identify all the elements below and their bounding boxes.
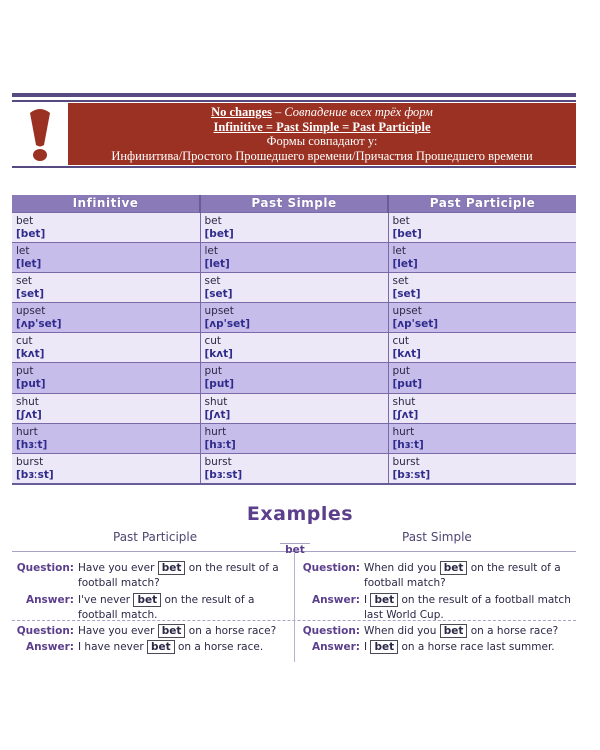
answer-text <box>78 640 290 655</box>
highlighted-verb: bet <box>147 640 175 654</box>
cell-past-participle <box>388 393 576 423</box>
table-header-row <box>12 195 576 212</box>
question-text-before: When did you <box>364 625 440 637</box>
answer-text <box>364 640 578 655</box>
answer-text <box>364 593 578 622</box>
cell-past-participle <box>388 363 576 393</box>
question-label: Question: <box>16 562 74 574</box>
verb-transcription: [let] <box>16 257 42 270</box>
top-rule-thin <box>12 100 576 102</box>
cell-past-simple <box>200 242 388 272</box>
verb-word: put <box>204 365 222 378</box>
highlighted-verb: bet <box>440 561 468 575</box>
answer-text-after: on the result of a football match. <box>78 594 255 621</box>
verb-transcription: [set] <box>392 287 421 300</box>
header-past-simple: Past Simple <box>200 195 388 212</box>
highlighted-verb: bet <box>440 624 468 638</box>
verb-word: burst <box>392 456 420 468</box>
forms-list-line: Инфинитива/Простого Прошедшего времени/Причастия Прошедшего времени <box>111 148 533 163</box>
forms-match-line: Формы совпадают у: <box>266 134 378 148</box>
cell-past-participle <box>388 242 576 272</box>
verb-word: let <box>16 244 30 257</box>
verb-transcription: [ʃʌt] <box>392 408 419 421</box>
header-infinitive: Infinitive <box>12 195 200 212</box>
cell-infinitive <box>12 423 200 453</box>
question-label: Question: <box>302 625 360 637</box>
verb-transcription: [bet] <box>392 227 422 240</box>
verb-transcription: [ʌp'set] <box>392 318 439 331</box>
verb-transcription: [bet] <box>204 227 234 240</box>
cell-infinitive <box>12 363 200 393</box>
answer-text <box>78 593 290 622</box>
exclamation-icon <box>26 107 54 163</box>
verb-transcription: [kʌt] <box>16 348 45 361</box>
cell-past-simple <box>200 393 388 423</box>
table-row <box>12 272 576 302</box>
verb-word: set <box>392 274 409 287</box>
verb-transcription: [put] <box>16 378 46 391</box>
verb-transcription: [bet] <box>16 227 46 240</box>
question-text-before: Have you ever <box>78 625 158 637</box>
col-head-past-participle: Past Participle <box>113 530 198 544</box>
verb-forms-table <box>12 195 576 485</box>
verb-transcription: [put] <box>392 378 423 391</box>
verb-transcription: [let] <box>204 257 230 270</box>
verb-word: let <box>204 244 218 257</box>
table-row <box>12 333 576 363</box>
question-text-before: When did you <box>364 562 440 574</box>
cell-past-simple <box>200 454 388 484</box>
cell-past-participle <box>388 303 576 333</box>
verb-word: upset <box>204 305 234 318</box>
verb-word: cut <box>16 335 33 348</box>
verb-word: upset <box>392 305 422 318</box>
divider-verb-label: bet <box>280 543 310 544</box>
verb-word: put <box>16 365 34 378</box>
verb-word: upset <box>16 305 46 318</box>
verb-word: put <box>392 365 410 378</box>
table-row <box>12 303 576 333</box>
verb-transcription: [set] <box>16 287 44 300</box>
verb-word: cut <box>204 335 222 348</box>
question-text-after: on a horse race? <box>467 625 559 637</box>
question-text <box>364 561 578 590</box>
verb-word: bet <box>392 214 410 227</box>
verb-transcription: [ʌp'set] <box>16 318 62 331</box>
column-divider <box>294 552 295 662</box>
highlighted-verb: bet <box>158 561 186 575</box>
verb-word: hurt <box>16 425 38 438</box>
verb-transcription: [ʃʌt] <box>16 408 42 421</box>
verb-transcription: [put] <box>204 378 235 391</box>
no-changes-desc: – Совпадение всех трёх форм <box>271 105 433 119</box>
table-row <box>12 454 576 484</box>
notice-text-block <box>68 103 576 165</box>
verb-word: shut <box>392 395 416 408</box>
notice-line-1 <box>68 105 576 120</box>
verb-word: set <box>16 274 33 287</box>
cell-infinitive <box>12 393 200 423</box>
cell-past-simple <box>200 303 388 333</box>
verb-word: hurt <box>204 425 227 438</box>
cell-past-simple <box>200 333 388 363</box>
verb-transcription: [ʃʌt] <box>204 408 231 421</box>
col-head-past-simple: Past Simple <box>402 530 472 544</box>
verb-word: bet <box>16 214 34 227</box>
cell-infinitive <box>12 242 200 272</box>
question-label: Question: <box>16 625 74 637</box>
cell-past-simple <box>200 272 388 302</box>
verb-word: bet <box>204 214 222 227</box>
verb-transcription: [hɜːt] <box>204 438 236 451</box>
verb-transcription: [hɜːt] <box>392 438 424 451</box>
answer-label: Answer: <box>311 641 360 653</box>
cell-past-participle <box>388 423 576 453</box>
table-row <box>12 363 576 393</box>
cell-infinitive <box>12 212 200 242</box>
table-row <box>12 423 576 453</box>
cell-infinitive <box>12 454 200 484</box>
examples-title: Examples <box>246 503 354 525</box>
verb-transcription: [kʌt] <box>392 348 421 361</box>
formula-line: Infinitive = Past Simple = Past Participle <box>213 119 431 134</box>
highlighted-verb: bet <box>133 593 161 607</box>
cell-infinitive <box>12 333 200 363</box>
verb-word: shut <box>16 395 39 408</box>
verb-word: set <box>204 274 221 287</box>
cell-infinitive <box>12 272 200 302</box>
highlighted-verb: bet <box>370 593 398 607</box>
verb-word: cut <box>392 335 410 348</box>
question-text <box>78 561 290 590</box>
verb-transcription: [ʌp'set] <box>204 318 251 331</box>
verb-word: shut <box>204 395 228 408</box>
verb-transcription: [bɜːst] <box>16 469 54 481</box>
cell-past-participle <box>388 212 576 242</box>
highlighted-verb: bet <box>370 640 398 654</box>
answer-text-before: I have never <box>78 641 147 653</box>
no-changes-label: No changes <box>211 105 272 119</box>
answer-text-after: on a horse race last summer. <box>398 641 555 653</box>
cell-past-participle <box>388 272 576 302</box>
verb-word: burst <box>204 456 232 468</box>
notice-banner <box>12 103 576 165</box>
verb-word: hurt <box>392 425 415 438</box>
cell-infinitive <box>12 303 200 333</box>
banner-bottom-rule <box>12 166 576 168</box>
verb-transcription: [kʌt] <box>204 348 233 361</box>
answer-text-after: on the result of a football match last World Cup. <box>364 594 571 621</box>
table-row <box>12 393 576 423</box>
cell-past-simple <box>200 363 388 393</box>
table-row <box>12 212 576 242</box>
question-text <box>78 624 290 639</box>
exclamation-icon-box <box>12 103 68 165</box>
verb-transcription: [set] <box>204 287 233 300</box>
answer-label: Answer: <box>25 594 74 606</box>
answer-text-before: I <box>364 641 371 653</box>
verb-transcription: [bɜːst] <box>204 469 243 481</box>
table-row <box>12 242 576 272</box>
cell-past-simple <box>200 423 388 453</box>
question-label: Question: <box>302 562 360 574</box>
verb-word: let <box>392 244 406 257</box>
answer-label: Answer: <box>25 641 74 653</box>
question-text-after: on the result of a football match? <box>78 562 279 589</box>
cell-past-participle <box>388 454 576 484</box>
header-past-participle: Past Participle <box>388 195 576 212</box>
table-body <box>12 212 576 484</box>
question-text-after: on the result of a football match? <box>364 562 561 589</box>
question-text-after: on a horse race? <box>185 625 277 637</box>
answer-text-before: I <box>364 594 371 606</box>
answer-text-after: on a horse race. <box>174 641 264 653</box>
cell-past-simple <box>200 212 388 242</box>
question-text-before: Have you ever <box>78 562 158 574</box>
verb-word: burst <box>16 456 44 468</box>
answer-label: Answer: <box>311 594 360 606</box>
top-rule-thick <box>12 93 576 97</box>
highlighted-verb: bet <box>158 624 186 638</box>
verb-transcription: [hɜːt] <box>16 438 48 451</box>
question-text <box>364 624 578 639</box>
answer-text-before: I've never <box>78 594 134 606</box>
verb-transcription: [let] <box>392 257 418 270</box>
verb-transcription: [bɜːst] <box>392 469 431 481</box>
cell-past-participle <box>388 333 576 363</box>
